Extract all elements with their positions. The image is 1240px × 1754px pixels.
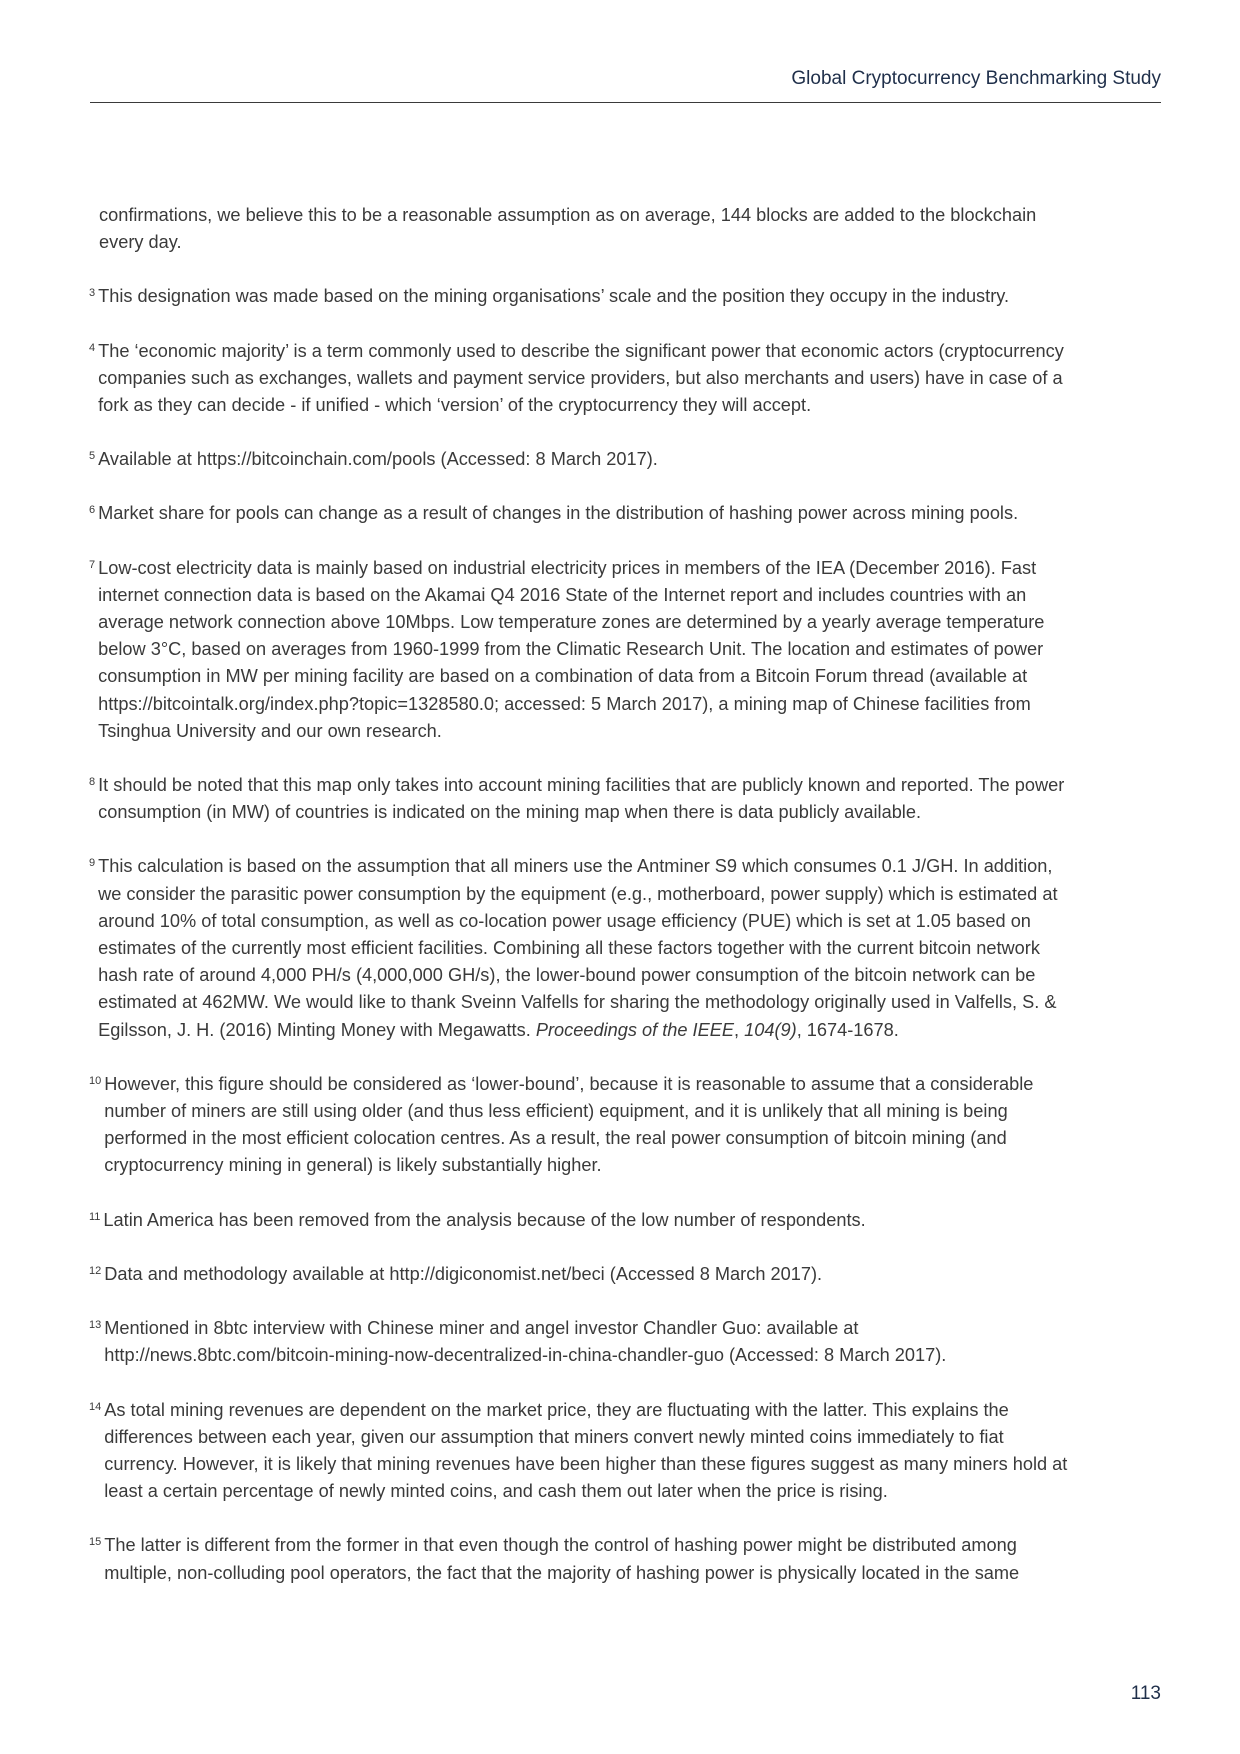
footnote-number: 15: [89, 1536, 102, 1549]
journal-title: Proceedings of the IEEE: [535, 1019, 734, 1040]
page-number: 113: [1130, 1683, 1161, 1704]
footnote-text-part: This calculation is based on the assumption that all miners use the Antminer S9 which consumes 0.1 J/GH. In addition, we consider the parasitic power consumption by the equipment (e.g., motherboard, power supply) which is estimated at around 10% of total consumption, as well as co-location power usage efficiency (PUE) which is set at 1.05 based on estimates of the currently most efficient facilities. Combining all these factors together with the current bitcoin network hash rate of around 4,000 PH/s (4,000,000 GH/s), the lower-bound power consumption of the bitcoin network can be estimated at 462MW. We would like to thank Sveinn Valfells for sharing the methodology originally used in Valfells, S. & Egilsson, J. H. (2016) Minting Money with Megawatts.: [98, 856, 1058, 1040]
footnote-8: [89, 772, 1079, 826]
footnote-number: 9: [89, 857, 96, 870]
footnote-7: [89, 555, 1079, 745]
footnote-text: As total mining revenues are dependent on the market price, they are fluctuating with the latter. This explains the differences between each year, given our assumption that miners convert newly minted coins immediately to fiat currency. However, it is likely that mining revenues have been higher than these figures suggest as many miners hold at least a certain percentage of newly minted coins, and cash them out later when the price is rising.: [104, 1399, 1068, 1502]
footnote-text: It should be noted that this map only takes into account mining facilities that are publicly known and reported. The power consumption (in MW) of countries is indicated on the mining map when there is data publicly available.: [98, 775, 1065, 823]
running-header-title: Global Cryptocurrency Benchmarking Study: [791, 68, 1161, 89]
footnote-number: 8: [89, 776, 96, 789]
footnotes-section: [89, 202, 1079, 1614]
footnote-text: The latter is different from the former in that even though the control of hashing power might be distributed among multiple, non-colluding pool operators, the fact that the majority of hashing power is physically located in the same: [104, 1535, 1020, 1583]
footnote-number: 14: [89, 1400, 102, 1413]
footnote-14: [89, 1397, 1079, 1506]
footnote-12: [89, 1261, 1079, 1288]
footnote-text: Market share for pools can change as a result of changes in the distribution of hashing power across mining pools.: [98, 503, 1019, 524]
footnote-4: [89, 338, 1079, 420]
footnote-number: 13: [89, 1319, 102, 1332]
footnote-6: [89, 500, 1079, 527]
footnote-number: 10: [89, 1074, 102, 1087]
footnote-text-part: , 1674-1678.: [796, 1019, 899, 1040]
footnote-number: 4: [89, 341, 96, 354]
footnote-15: [89, 1532, 1079, 1586]
footnote-text: Mentioned in 8btc interview with Chinese miner and angel investor Chandler Guo: available at http://news.8btc.com/bitcoin-mining-now-decentralized-in-china-chandler-guo (Accessed: 8 March 2017).: [104, 1318, 947, 1366]
footnote-number: 3: [89, 287, 96, 300]
footnote-text: This designation was made based on the mining organisations’ scale and the position they occupy in the industry.: [98, 286, 1010, 307]
footnote-continuation: [89, 202, 1079, 256]
footnote-number: 6: [89, 504, 96, 517]
footnote-10: [89, 1071, 1079, 1180]
header-rule: [90, 102, 1161, 103]
footnote-11: [89, 1207, 1079, 1234]
footnote-5: [89, 446, 1079, 473]
footnote-text: [98, 853, 1079, 1043]
footnote-text: The ‘economic majority’ is a term commonly used to describe the significant power that economic actors (cryptocurrency companies such as exchanges, wallets and payment service providers, but also merchants and users) have in case of a fork as they can decide - if unified - which ‘version’ of the cryptocurrency they will accept.: [98, 340, 1064, 416]
footnote-text: Data and methodology available at http://digiconomist.net/beci (Accessed 8 March 2017).: [104, 1263, 823, 1284]
footnote-continuation-text: confirmations, we believe this to be a reasonable assumption as on average, 144 blocks are added to the blockchain every day.: [99, 205, 1037, 253]
footnote-number: 7: [89, 558, 96, 571]
footnote-9: [89, 853, 1079, 1043]
footnote-number: 11: [89, 1210, 101, 1223]
footnote-text-part: ,: [734, 1019, 745, 1040]
footnote-13: [89, 1315, 1079, 1369]
footnote-text: Available at https://bitcoinchain.com/pools (Accessed: 8 March 2017).: [98, 449, 658, 470]
footnote-text: Latin America has been removed from the analysis because of the low number of respondents.: [103, 1209, 866, 1230]
footnote-text: Low-cost electricity data is mainly based on industrial electricity prices in members of the IEA (December 2016). Fast internet connection data is based on the Akamai Q4 2016 State of the Internet report and includes countries with an average network connection above 10Mbps. Low temperature zones are determined by a yearly average temperature below 3°C, based on averages from 1960-1999 from the Climatic Research Unit. The location and estimates of power consumption in MW per mining facility are based on a combination of data from a Bitcoin Forum thread (available at https://bitcointalk.org/index.php?topic=1328580.0; accessed: 5 March 2017), a mining map of Chinese facilities from Tsinghua University and our own research.: [98, 557, 1045, 741]
footnote-number: 5: [89, 450, 96, 463]
journal-volume: 104(9): [744, 1019, 797, 1040]
footnote-number: 12: [89, 1264, 102, 1277]
footnote-text: However, this figure should be considered as ‘lower-bound’, because it is reasonable to assume that a considerable number of miners are still using older (and thus less efficient) equipment, and it is unlikely that all mining is being performed in the most efficient colocation centres. As a result, the real power consumption of bitcoin mining (and cryptocurrency mining in general) is likely substantially higher.: [104, 1073, 1034, 1176]
footnote-3: [89, 283, 1079, 310]
